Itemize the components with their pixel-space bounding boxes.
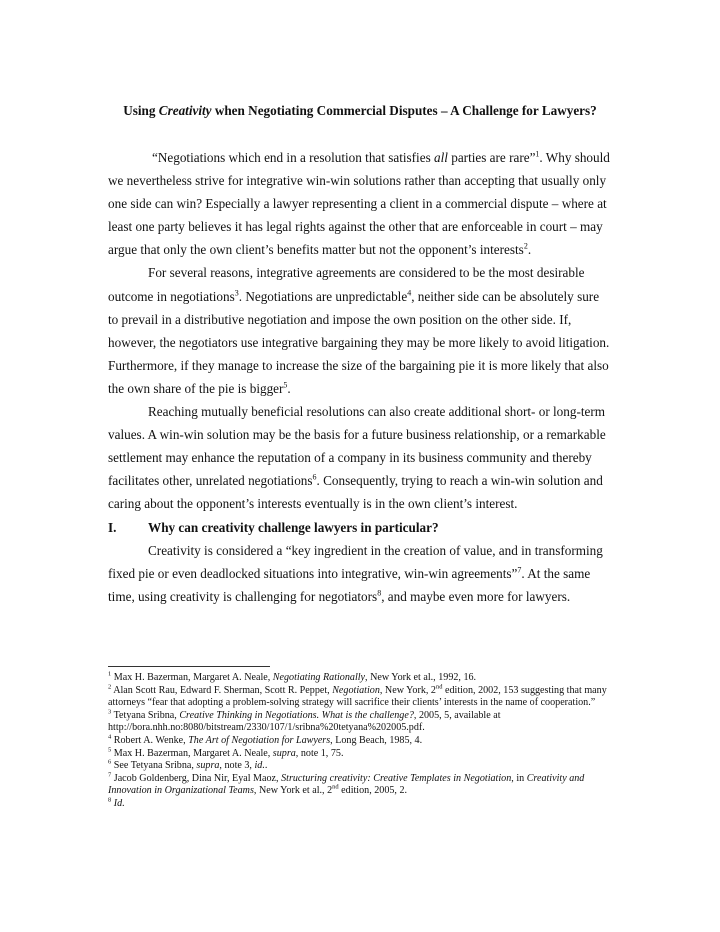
title-text: Using <box>123 103 159 118</box>
footnote-ref-1: 1 <box>535 149 540 159</box>
paragraph-2: For several reasons, integrative agreements are considered to be the most desirable outcome in negotiations$^3$. Negotiations are unpredictable$^4$, neither side can be absolutely sure to prevail in a distributive negotiation and impose the own position on the other side. If, however, the negotiators use integrative bargaining they may be more likely to avoid litigation. Furthermore, if they manage to increase the size of the bargaining pie it is more likely that also the own share of the pie is bigger$^5$. <box>108 265 610 396</box>
footnote-ref-4: 4 <box>407 288 412 298</box>
section-title: Why can creativity challenge lawyers in particular? <box>148 519 439 535</box>
footnote-ref-3: 3 <box>234 288 239 298</box>
footnote-7: $^7$ Jacob Goldenberg, Dina Nir, Eyal Maoz, Structuring creativity: Creative Templates in Negotiation, in Creativity and Innovation in Organizational Teams, New York et al., 2nd edition, 2005, 2. <box>108 771 585 797</box>
footnote-ref-6: 6 <box>312 472 317 482</box>
footnote-1: $^1$ Max H. Bazerman, Margaret A. Neale, Negotiating Rationally, New York et al., 1992, 16. <box>108 670 477 683</box>
page-title <box>108 103 612 119</box>
footnote-2: $^2$ Alan Scott Rau, Edward F. Sherman, Scott R. Peppet, Negotiation, New York, 2nd edition, 2002, 153 suggesting that many attorneys “fear that adopting a problem-solving strategy will sacrifice their clients’ interests in the name of cooperation.” <box>108 683 607 709</box>
footnotes <box>108 672 612 811</box>
footnote-6: $^6$ See Tetyana Sribna, supra, note 3, id.. <box>108 758 268 772</box>
footnote-ref-5: 5 <box>283 380 288 390</box>
section-number: I. <box>108 519 117 535</box>
footnote-4: $^4$ Robert A. Wenke, The Art of Negotiation for Lawyers, Long Beach, 1985, 4. <box>108 733 423 746</box>
body-text <box>108 146 612 608</box>
paragraph-4: Creativity is considered a “key ingredient in the creation of value, and in transforming fixed pie or even deadlocked situations into integrative, win-win agreements”$^7$. At the same time, using creativity is challenging for negotiators$^8$, and maybe even more for lawyers. <box>108 542 603 604</box>
paragraph-1: “Negotiations which end in a resolution that satisfies all parties are rare”$^1$. Why should we nevertheless strive for integrative win-win solutions rather than accepting that usually only one side can win? Especially a lawyer representing a client in a commercial dispute – where at least one party believes it has legal rights against the other that are enforceable in court – may argue that only the own client’s benefits matter but not the opponent’s interests$^2$. <box>108 149 610 258</box>
section-heading <box>108 516 612 539</box>
footnote-ref-8: 8 <box>377 588 382 598</box>
footnote-ref-7: 7 <box>517 565 522 575</box>
title-italic-word: Creativity <box>158 103 212 118</box>
footnote-3: $^3$ Tetyana Sribna, Creative Thinking in Negotiations. What is the challenge?, 2005, 5, available at http://bora.nhh.no:8080/bitstream/2330/107/1/sribna%20tetyana%202005.pdf. <box>108 708 501 734</box>
title-text-rest: when Negotiating Commercial Disputes – A Challenge for Lawyers? <box>211 103 597 118</box>
footnote-8: $^8$ Id. <box>108 796 125 809</box>
paragraph-3: Reaching mutually beneficial resolutions can also create additional short- or long-term values. A win-win solution may be the basis for a future business relationship, or a remarkable settlement may enhance the reputation of a company in its business community and thereby facilitates other, unrelated negotiations$^6$. Consequently, trying to reach a win-win solution and caring about the opponent’s interests eventually is in the own client’s interest. <box>108 404 606 512</box>
footnote-divider <box>108 666 270 667</box>
footnote-5: $^5$ Max H. Bazerman, Margaret A. Neale, supra, note 1, 75. <box>108 746 344 759</box>
footnote-ref-2: 2 <box>523 241 528 251</box>
